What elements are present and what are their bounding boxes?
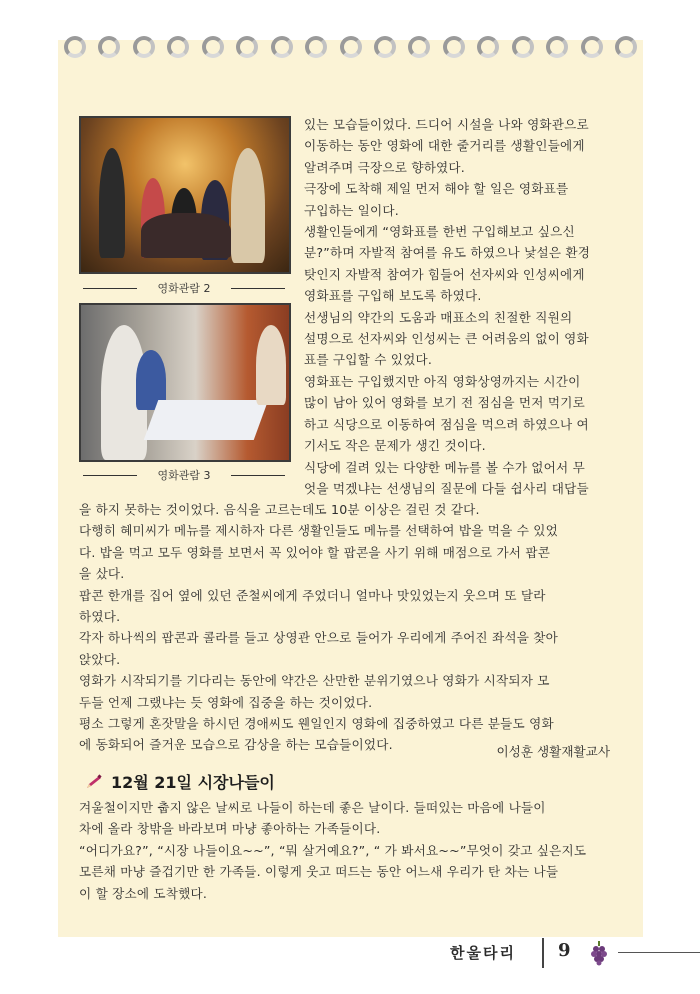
text-line: 표를 구입할 수 있었다. <box>304 352 433 368</box>
text-line: 이동하는 동안 영화에 대한 줄거리를 생활인들에게 <box>304 138 585 154</box>
author-signature: 이성훈 생활재활교사 <box>496 744 610 759</box>
text-line: 차에 올라 창밖을 바라보며 마냥 좋아하는 가족들이다. <box>79 821 381 837</box>
text-line: 알려주며 극장으로 향하였다. <box>304 159 465 175</box>
photo-cinema-2 <box>79 116 291 274</box>
text-line: 설명으로 선자씨와 인성씨는 큰 어려움의 없이 영화 <box>304 331 589 347</box>
page-footer <box>440 934 700 974</box>
body-text <box>79 499 627 756</box>
section-heading <box>85 770 275 793</box>
binding-ring <box>443 36 465 58</box>
text-line: 있는 모습들이었다. 드디어 시설을 나와 영화관으로 <box>304 117 589 132</box>
binding-ring <box>408 36 430 58</box>
text-line: 하고 식당으로 이동하여 점심을 먹으려 하였으나 여 <box>304 416 589 432</box>
binding-ring <box>271 36 293 58</box>
binding-ring <box>305 36 327 58</box>
caption-rule <box>231 288 285 289</box>
binding-ring <box>581 36 603 58</box>
section-title: 12월 21일 시장나들이 <box>111 773 275 792</box>
grape-icon <box>588 940 610 970</box>
binding-ring <box>133 36 155 58</box>
text-line: 팝콘 한개를 집어 옆에 있던 준철씨에게 주었더니 얼마나 맛있었는지 웃으며 또 달라 <box>79 587 546 603</box>
binding-ring <box>615 36 637 58</box>
text-line: 구입하는 일이다. <box>304 202 399 218</box>
ticket-counter <box>144 400 269 440</box>
text-line: 영화가 시작되기를 기다리는 동안에 약간은 산만한 분위기였으나 영화가 시작되자 모 <box>79 673 550 689</box>
text-line: 두들 언제 그랬냐는 듯 영화에 집중을 하는 것이었다. <box>79 694 373 710</box>
right-column-text <box>304 114 626 499</box>
spiral-binding <box>58 36 643 64</box>
text-line: 앉았다. <box>79 651 121 667</box>
binding-ring <box>64 36 86 58</box>
text-line: 을 샀다. <box>79 566 125 582</box>
binding-ring <box>340 36 362 58</box>
photo-cinema-3 <box>79 303 291 462</box>
caption-text: 영화관람 3 <box>157 469 211 482</box>
text-line: 모른채 마냥 즐겁기만 한 가족들. 이렇게 웃고 떠드는 동안 어느새 우리가 탄 차는 나들 <box>79 864 559 880</box>
text-line: 다행히 혜미씨가 메뉴를 제시하자 다른 생활인들도 메뉴를 선택하여 밥을 먹을 수 있었 <box>79 523 559 539</box>
text-line: 다. 밥을 먹고 모두 영화를 보면서 꼭 있어야 할 팝콘을 사기 위해 매점으로 가서 팝콘 <box>79 544 551 560</box>
binding-ring <box>167 36 189 58</box>
caption-photo-2 <box>79 280 289 296</box>
text-line: 각자 하나씩의 팝콘과 콜라를 들고 상영관 안으로 들어가 우리에게 주어진 좌석을 찾아 <box>79 630 559 646</box>
caption-photo-3 <box>79 467 289 483</box>
text-line: 에 동화되어 즐거운 모습으로 감상을 하는 모습들이었다. <box>79 737 393 753</box>
text-line: 분?”하며 자발적 참여를 유도 하였으나 낯설은 환경 <box>304 245 591 261</box>
text-line: 기서도 작은 문제가 생긴 것이다. <box>304 438 486 454</box>
text-line: 하였다. <box>79 609 121 625</box>
text-line: 엇을 먹겠냐는 선생님의 질문에 다들 쉽사리 대답들 <box>304 480 589 496</box>
text-line: 평소 그렇게 혼잣말을 하시던 경애씨도 웬일인지 영화에 집중하였고 다른 분들도 영화 <box>79 716 554 732</box>
text-line: 겨울철이지만 춥지 않은 날씨로 나들이 하는데 좋은 날이다. 들떠있는 마음에 나들이 <box>79 800 546 815</box>
text-line: 을 하지 못하는 것이었다. 음식을 고르는데도 10분 이상은 걸린 것 같다. <box>79 502 480 517</box>
binding-ring <box>374 36 396 58</box>
binding-ring <box>546 36 568 58</box>
caption-rule <box>83 475 137 476</box>
pencil-icon <box>85 774 103 790</box>
binding-ring <box>98 36 120 58</box>
binding-ring <box>512 36 534 58</box>
binding-ring <box>477 36 499 58</box>
text-line: 이 할 장소에 도착했다. <box>79 885 208 901</box>
caption-rule <box>231 475 285 476</box>
page-number: 9 <box>558 940 571 961</box>
text-line: 탓인지 자발적 참여가 힘들어 선자씨와 인성씨에게 <box>304 266 585 282</box>
text-line: 영화표는 구입했지만 아직 영화상영까지는 시간이 <box>304 373 581 389</box>
text-line: 많이 남아 있어 영화를 보기 전 점심을 먼저 먹기로 <box>304 395 585 411</box>
binding-ring <box>236 36 258 58</box>
footer-rule <box>618 952 700 953</box>
text-line: 식당에 걸려 있는 다양한 메뉴를 볼 수가 없어서 무 <box>304 459 585 475</box>
caption-rule <box>83 288 137 289</box>
text-line: “어디가요?”, “시장 나들이요~~”, “뭐 살거예요?”, “ 가 봐서요~~”무엇이 갖고 싶은지도 <box>79 842 587 858</box>
text-line: 선생님의 약간의 도움과 매표소의 친절한 직원의 <box>304 309 573 325</box>
text-line: 영화표를 구입해 보도록 하였다. <box>304 288 482 304</box>
text-line: 생활인들에게 “영화표를 한번 구입해보고 싶으신 <box>304 224 575 240</box>
text-line: 극장에 도착해 제일 먼저 해야 할 일은 영화표를 <box>304 181 569 197</box>
magazine-title: 한울타리 <box>450 944 516 962</box>
section-body <box>79 797 627 904</box>
caption-text: 영화관람 2 <box>157 282 211 295</box>
footer-divider <box>542 938 544 968</box>
binding-ring <box>202 36 224 58</box>
